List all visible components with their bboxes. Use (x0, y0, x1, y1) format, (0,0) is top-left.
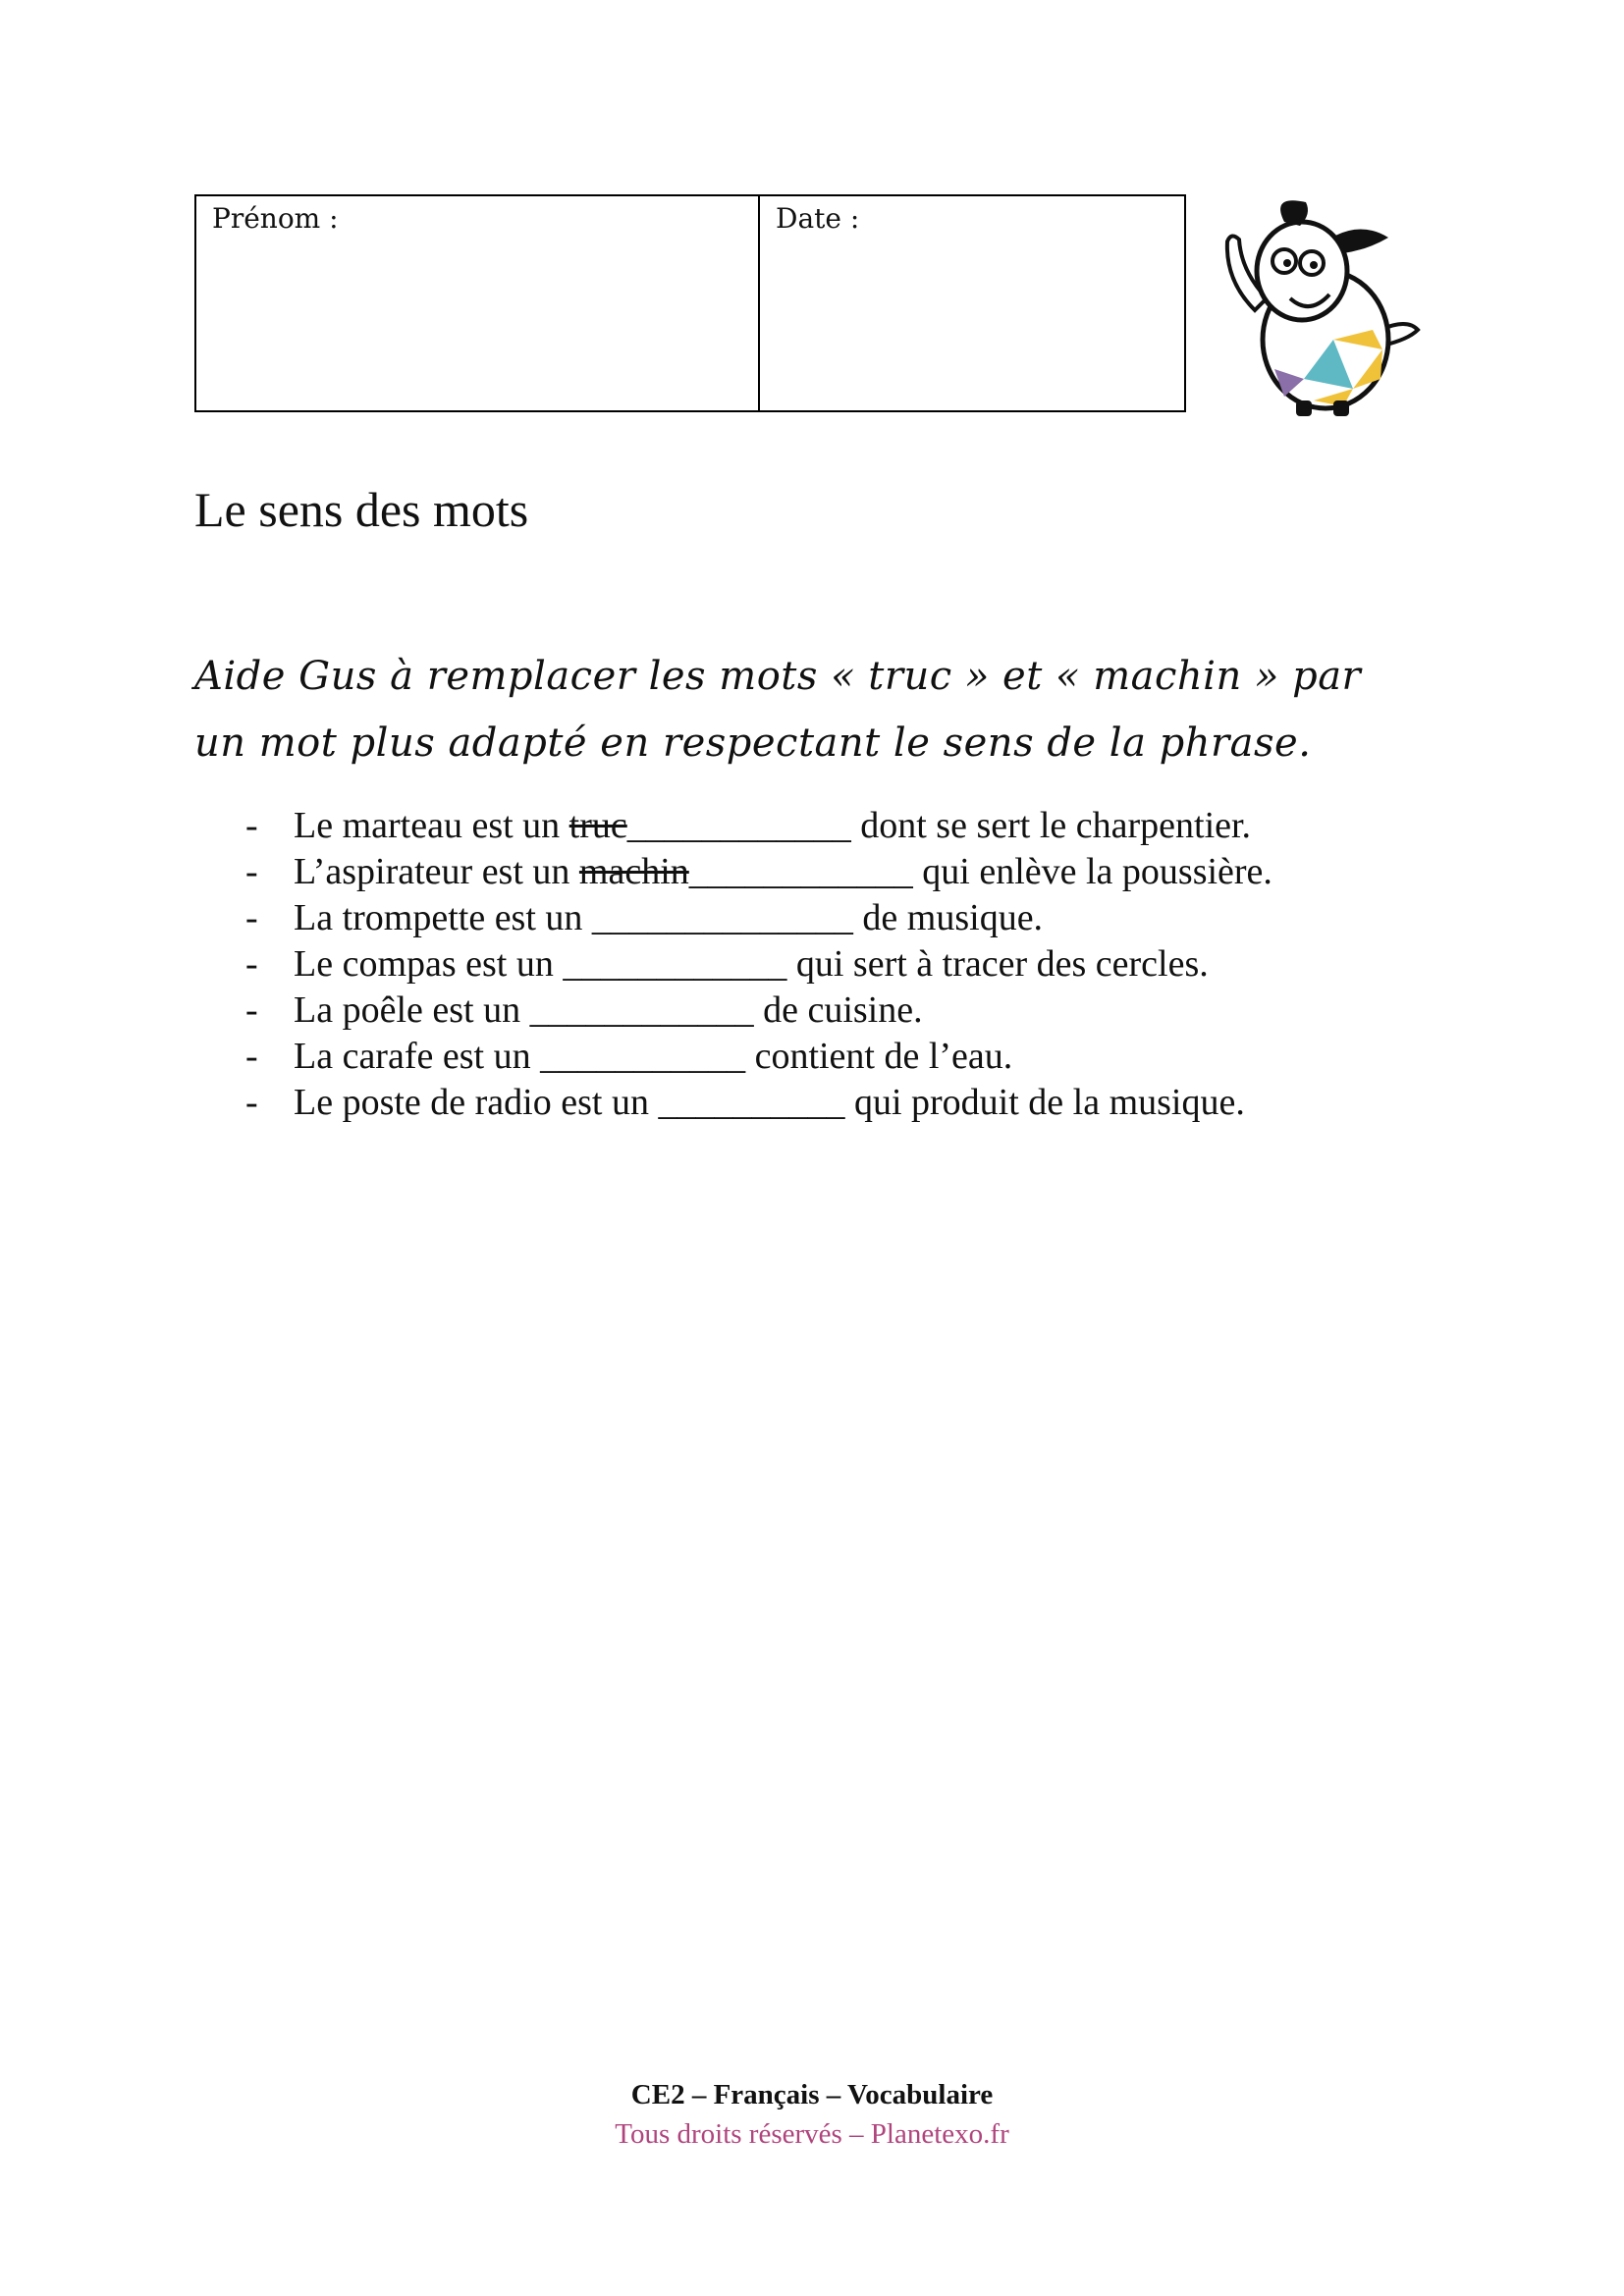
sentence-start: La poêle est un (294, 989, 530, 1031)
sentence-start: Le compas est un (294, 943, 564, 985)
struck-word: truc (568, 805, 627, 846)
bullet-dash: - (245, 897, 258, 938)
instruction (194, 643, 1471, 776)
bullet-dash: - (245, 1082, 258, 1123)
bullet-dash: - (245, 1036, 258, 1077)
exercise-item (245, 1034, 1272, 1080)
footer-copyright[interactable]: Tous droits réservés – Planetexo.fr (615, 2118, 1009, 2150)
sentence-end: de musique. (852, 897, 1044, 938)
exercise-item (245, 941, 1272, 988)
answer-blank[interactable]: ______________ (591, 897, 853, 938)
sentence-end: de cuisine. (753, 989, 923, 1031)
answer-blank[interactable]: ___________ (540, 1036, 746, 1077)
date-label: Date : (776, 202, 860, 235)
answer-blank[interactable]: ____________ (626, 805, 851, 846)
bullet-dash: - (245, 851, 258, 892)
exercise-item (245, 895, 1272, 941)
answer-blank[interactable]: ____________ (563, 943, 787, 985)
sentence-end: contient de l’eau. (745, 1036, 1013, 1077)
gus-mascot-icon (1216, 192, 1432, 420)
sentence-start: Le poste de radio est un (294, 1082, 659, 1123)
bullet-dash: - (245, 805, 258, 846)
date-cell[interactable] (760, 196, 1184, 410)
instruction-line-1: Aide Gus à remplacer les mots « truc » et « machin » par (194, 654, 1362, 699)
sentence-end: dont se sert le charpentier. (850, 805, 1252, 846)
answer-blank[interactable]: __________ (658, 1082, 845, 1123)
exercise-item (245, 988, 1272, 1034)
struck-word: machin (578, 851, 689, 892)
sentence-end: qui sert à tracer des cercles. (786, 943, 1209, 985)
sentence-end: qui enlève la poussière. (912, 851, 1272, 892)
exercise-list (245, 803, 1272, 1126)
answer-blank[interactable]: ____________ (688, 851, 913, 892)
sentence-start: Le marteau est un (294, 805, 569, 846)
sentence-start: La trompette est un (294, 897, 592, 938)
instruction-line-2: un mot plus adapté en respectant le sens de la phrase. (194, 721, 1312, 766)
exercise-item (245, 803, 1272, 849)
exercise-item (245, 849, 1272, 895)
prenom-label: Prénom : (212, 202, 339, 235)
prenom-cell[interactable] (196, 196, 760, 410)
bullet-dash: - (245, 989, 258, 1031)
bullet-dash: - (245, 943, 258, 985)
exercise-item (245, 1080, 1272, 1126)
footer-course-label: CE2 – Français – Vocabulaire (630, 2079, 994, 2110)
sentence-start: La carafe est un (294, 1036, 541, 1077)
name-date-table (194, 194, 1186, 412)
answer-blank[interactable]: ____________ (529, 989, 754, 1031)
page-title: Le sens des mots (194, 482, 529, 537)
sentence-start: L’aspirateur est un (294, 851, 579, 892)
sentence-end: qui produit de la musique. (844, 1082, 1245, 1123)
